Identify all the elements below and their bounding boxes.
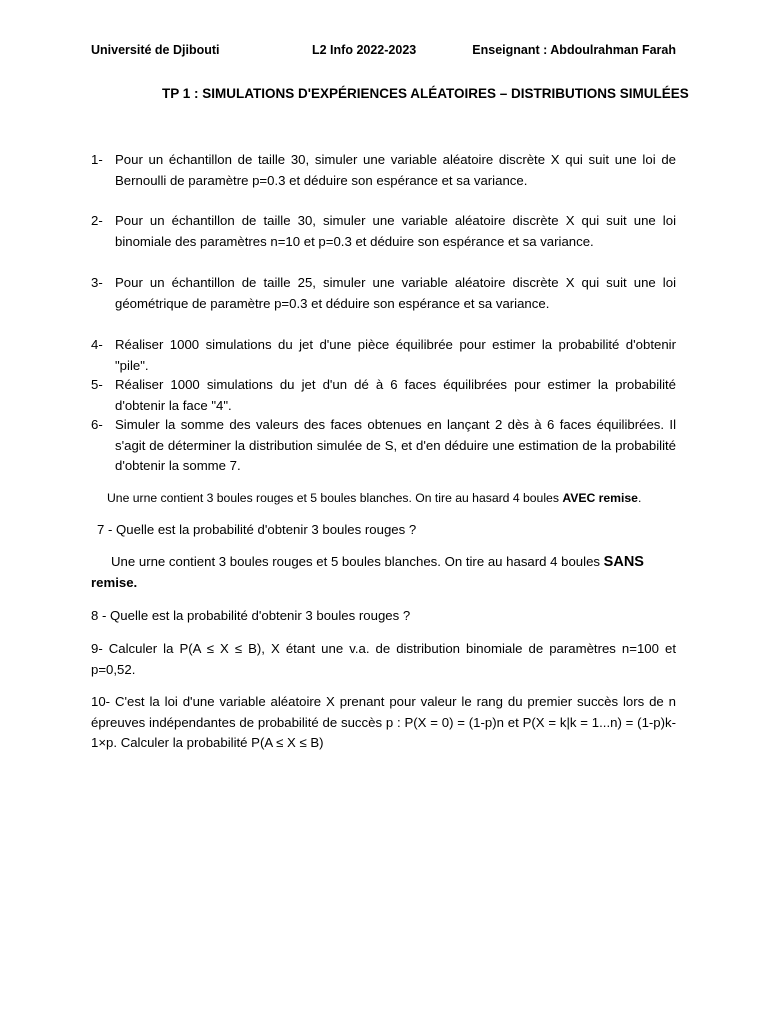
urn-avec-text: Une urne contient 3 boules rouges et 5 boules blanches. On tire au hasard 4 boules [107,491,563,505]
urn-sans-remise-statement [91,552,676,593]
urn-avec-remise-statement [107,489,641,507]
urn-avec-end: . [637,491,642,505]
teacher-name: Enseignant : Abdoulrahman Farah [472,43,676,57]
exercise-text: Pour un échantillon de taille 30, simuler une variable aléatoire discrète X qui suit une loi binomiale des paramètres n=10 et p=0.3 et déduire son espérance et sa variance. [115,213,676,249]
exercise-number: 4- [91,337,103,352]
exercise-text: Réaliser 1000 simulations du jet d'une pièce équilibrée pour estimer la probabilité d'obtenir "pile". [115,337,676,373]
university-name: Université de Djibouti [91,43,220,57]
exercise-item [91,335,676,376]
exercise-text: Réaliser 1000 simulations du jet d'un dé à 6 faces équilibrées pour estimer la probabilité d'obtenir la face "4". [115,377,676,413]
exercise-item [91,211,676,252]
exercise-number: 6- [91,417,103,432]
exercise-text: Pour un échantillon de taille 25, simuler une variable aléatoire discrète X qui suit une loi géométrique de paramètre p=0.3 et déduire son espérance et sa variance. [115,275,676,311]
question-10: 10- C'est la loi d'une variable aléatoire X prenant pour valeur le rang du premier succès lors de n épreuves indépendantes de probabilité de succès p : P(X = 0) = (1-p)n et P(X = k|k = 1...n) = (1-p)k-1×p. Calculer la probabilité P(A ≤ X ≤ B) [91,694,676,750]
urn-avec-emphasis: AVEC remise [562,491,638,505]
exercise-number: 2- [91,213,103,228]
urn-sans-emphasis-2: remise. [91,574,138,590]
exercise-number: 1- [91,152,103,167]
exercise-number: 5- [91,377,103,392]
exercise-item [91,150,676,191]
urn-sans-text: Une urne contient 3 boules rouges et 5 boules blanches. On tire au hasard 4 boules [111,554,604,569]
document-title: TP 1 : SIMULATIONS D'EXPÉRIENCES ALÉATOIRES – DISTRIBUTIONS SIMULÉES [162,86,689,101]
exercise-text: Pour un échantillon de taille 30, simuler une variable aléatoire discrète X qui suit une loi de Bernoulli de paramètre p=0.3 et déduire son espérance et sa variance. [115,152,676,188]
page-header [91,43,676,61]
exercise-text: Simuler la somme des valeurs des faces obtenues en lançant 2 dès à 6 faces équilibrées. Il s'agit de déterminer la distribution simulée de S, et d'en déduire une estimation de la probabilité d'obtenir la somme 7. [115,417,676,473]
urn-sans-emphasis: SANS [603,554,644,570]
question-9: 9- Calculer la P(A ≤ X ≤ B), X étant une v.a. de distribution binomiale de paramètres n=100 et p=0,52. [91,641,676,677]
exercise-item [91,273,676,314]
exercise-item [91,415,676,477]
question-7: 7 - Quelle est la probabilité d'obtenir 3 boules rouges ? [97,522,417,537]
class-year: L2 Info 2022-2023 [312,43,417,57]
exercise-item [91,375,676,416]
question-8: 8 - Quelle est la probabilité d'obtenir 3 boules rouges ? [91,608,411,623]
exercise-number: 3- [91,275,103,290]
